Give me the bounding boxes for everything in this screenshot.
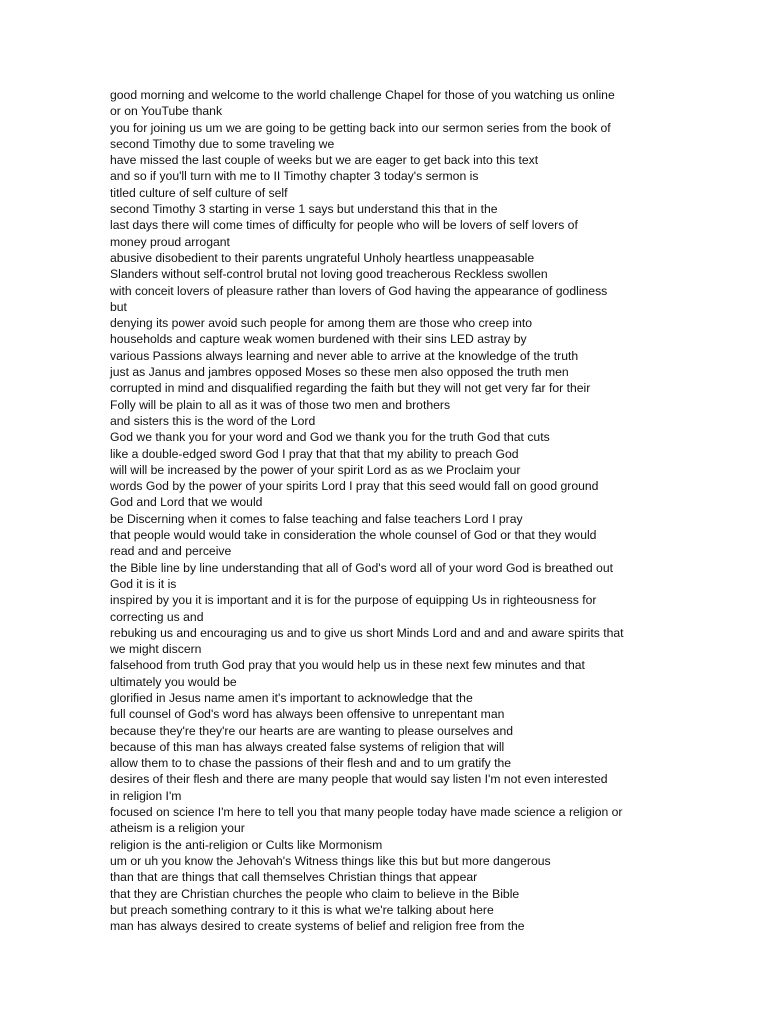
text-line: rebuking us and encouraging us and to give us short Minds Lord and and and aware spirits that bbox=[110, 625, 624, 640]
text-line: the Bible line by line understanding that all of God's word all of your word God is breathed out bbox=[110, 560, 613, 575]
text-line: second Timothy due to some traveling we bbox=[110, 136, 335, 151]
text-line: but bbox=[110, 299, 127, 314]
text-line: God we thank you for your word and God we thank you for the truth God that cuts bbox=[110, 430, 550, 445]
text-line: you for joining us um we are going to be getting back into our sermon series from the book of bbox=[110, 120, 611, 135]
text-line: correcting us and bbox=[110, 609, 204, 624]
text-line: allow them to to chase the passions of their flesh and and to um gratify the bbox=[110, 756, 512, 771]
text-line: corrupted in mind and disqualified regarding the faith but they will not get very far for their bbox=[110, 381, 591, 396]
text-line: just as Janus and jambres opposed Moses so these men also opposed the truth men bbox=[110, 365, 569, 380]
text-line: and sisters this is the word of the Lord bbox=[110, 413, 316, 428]
text-line: money proud arrogant bbox=[110, 234, 230, 249]
text-line: various Passions always learning and never able to arrive at the knowledge of the truth bbox=[110, 348, 579, 363]
text-line: that people would would take in consideration the whole counsel of God or that they would bbox=[110, 528, 597, 543]
text-line: Folly will be plain to all as it was of those two men and brothers bbox=[110, 397, 451, 412]
text-line: focused on science I'm here to tell you that many people today have made science a religion or bbox=[110, 805, 623, 820]
text-line: ultimately you would be bbox=[110, 674, 237, 689]
text-line: atheism is a religion your bbox=[110, 821, 245, 836]
text-line: will will be increased by the power of your spirit Lord as as we Proclaim your bbox=[110, 462, 521, 477]
text-line: second Timothy 3 starting in verse 1 says but understand this that in the bbox=[110, 202, 498, 217]
text-line: like a double-edged sword God I pray that that that my ability to preach God bbox=[110, 446, 519, 461]
text-line: good morning and welcome to the world challenge Chapel for those of you watching us online bbox=[110, 88, 615, 102]
text-line: that they are Christian churches the people who claim to believe in the Bible bbox=[110, 886, 520, 901]
text-line: households and capture weak women burdened with their sins LED astray by bbox=[110, 332, 527, 347]
text-line: we might discern bbox=[110, 642, 202, 657]
text-line: read and and perceive bbox=[110, 544, 232, 559]
text-line: because they're they're our hearts are are wanting to please ourselves and bbox=[110, 723, 514, 738]
text-line: titled culture of self culture of self bbox=[110, 185, 288, 200]
text-line: full counsel of God's word has always been offensive to unrepentant man bbox=[110, 707, 505, 722]
text-line: glorified in Jesus name amen it's important to acknowledge that the bbox=[110, 690, 473, 705]
text-line: falsehood from truth God pray that you would help us in these next few minutes and that bbox=[110, 658, 585, 673]
text-line: because of this man has always created false systems of religion that will bbox=[110, 739, 505, 754]
text-line: in religion I'm bbox=[110, 788, 182, 803]
text-line: have missed the last couple of weeks but we are eager to get back into this text bbox=[110, 153, 539, 168]
text-line: denying its power avoid such people for among them are those who creep into bbox=[110, 316, 533, 331]
transcript-text bbox=[110, 87, 670, 934]
text-line: Slanders without self-control brutal not loving good treacherous Reckless swollen bbox=[110, 267, 548, 282]
text-line: be Discerning when it comes to false teaching and false teachers Lord I pray bbox=[110, 511, 523, 526]
text-line: inspired by you it is important and it is for the purpose of equipping Us in righteousness for bbox=[110, 593, 597, 608]
text-line: than that are things that call themselves Christian things that appear bbox=[110, 870, 478, 885]
text-line: religion is the anti-religion or Cults like Mormonism bbox=[110, 837, 383, 852]
text-line: and so if you'll turn with me to II Timothy chapter 3 today's sermon is bbox=[110, 169, 479, 184]
text-line: man has always desired to create systems of belief and religion free from the bbox=[110, 919, 525, 934]
text-line: um or uh you know the Jehovah's Witness things like this but but more dangerous bbox=[110, 853, 551, 868]
text-line: God it is it is bbox=[110, 576, 177, 591]
text-line: desires of their flesh and there are many people that would say listen I'm not even interested bbox=[110, 772, 608, 787]
text-line: with conceit lovers of pleasure rather than lovers of God having the appearance of godliness bbox=[110, 283, 608, 298]
text-line: abusive disobedient to their parents ungrateful Unholy heartless unappeasable bbox=[110, 250, 535, 265]
text-line: words God by the power of your spirits Lord I pray that this seed would fall on good ground bbox=[110, 479, 599, 494]
text-line: but preach something contrary to it this is what we're talking about here bbox=[110, 902, 494, 917]
text-line: God and Lord that we would bbox=[110, 495, 263, 510]
text-line: or on YouTube thank bbox=[110, 104, 223, 119]
text-line: last days there will come times of difficulty for people who will be lovers of self lovers of bbox=[110, 218, 578, 233]
